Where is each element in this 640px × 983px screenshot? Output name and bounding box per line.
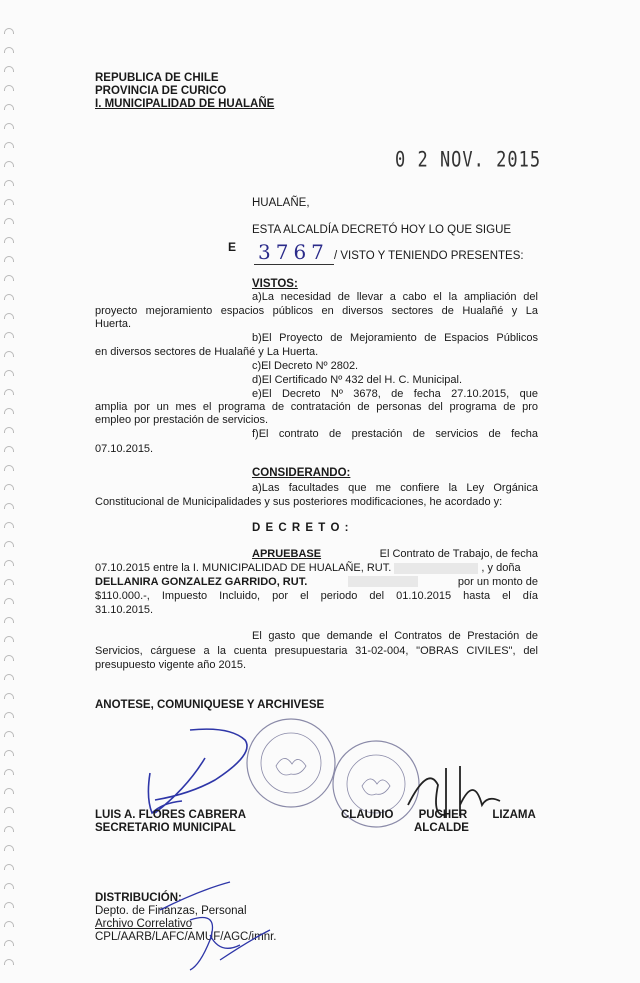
gasto-line1: El gasto que demande el Contratos de Prestación de [252, 630, 538, 642]
decree-prefix-mark: E [228, 240, 237, 254]
vistos-title: VISTOS: [252, 278, 298, 290]
binder-ring [4, 389, 14, 395]
redacted-rut-contractor [348, 576, 418, 587]
binder-ring [4, 788, 14, 794]
binder-ring [4, 864, 14, 870]
binder-ring [4, 503, 14, 509]
binder-ring [4, 294, 14, 300]
binder-ring [4, 351, 14, 357]
binder-ring [4, 218, 14, 224]
binder-ring [4, 902, 14, 908]
binder-ring [4, 484, 14, 490]
decreto-line3-tail: por un monto de [457, 576, 538, 588]
binder-ring [4, 560, 14, 566]
gasto-line2: Servicios, cárguese a la cuenta presupuestaria 31-02-004, "OBRAS CIVILES", del [95, 645, 538, 657]
binder-ring [4, 826, 14, 832]
binder-ring [4, 465, 14, 471]
binder-ring [4, 522, 14, 528]
decreto-line1-rest: El Contrato de Trabajo, de fecha [379, 548, 538, 560]
binder-ring [4, 47, 14, 53]
binder-ring [4, 845, 14, 851]
binder-ring [4, 28, 14, 34]
binder-ring [4, 883, 14, 889]
binder-ring [4, 446, 14, 452]
mayor-role: ALCALDE [414, 822, 469, 834]
vistos-b-line2: en diversos sectores de Hualañé y La Huerta. [95, 346, 319, 358]
vistos-f-line2: 07.10.2015. [95, 443, 154, 455]
binder-ring [4, 180, 14, 186]
mayor-block [341, 809, 541, 835]
redacted-rut-municipality [394, 563, 478, 574]
aprueba-label: APRUEBASE [252, 548, 322, 560]
binder-ring [4, 655, 14, 661]
intro-line: ESTA ALCALDÍA DECRETÓ HOY LO QUE SIGUE [252, 224, 512, 236]
vistos-e-line1: e)El Decreto Nº 3678, de fecha 27.10.2015, que [252, 388, 538, 400]
decree-number: 3767 [258, 240, 329, 264]
decreto-line3 [95, 576, 538, 590]
binder-ring [4, 959, 14, 965]
vistos-e-line2: amplia por un mes el programa de contratación de personas del programa de pro [95, 401, 538, 413]
contractor-name: DELLANIRA GONZALEZ GARRIDO, RUT. [95, 576, 308, 588]
binder-ring [4, 123, 14, 129]
decree-number-field [254, 240, 334, 265]
binder-ring [4, 237, 14, 243]
binder-ring [4, 161, 14, 167]
date-stamp: 0 2 NOV. 2015 [395, 147, 542, 173]
binder-ring [4, 313, 14, 319]
binder-ring [4, 807, 14, 813]
visto-line: / VISTO Y TENIENDO PRESENTES: [334, 250, 524, 262]
considerando-a-line2: Constitucional de Municipalidades y sus posteriores modificaciones, he acordado y: [95, 496, 503, 508]
considerando-title: CONSIDERANDO: [252, 467, 351, 479]
decreto-line2 [95, 562, 538, 576]
binder-ring [4, 750, 14, 756]
secretary-role: SECRETARIO MUNICIPAL [95, 822, 236, 834]
binder-ring [4, 66, 14, 72]
binder-ring [4, 85, 14, 91]
decreto-line2-tail: , y doña [481, 562, 521, 574]
binder-ring [4, 769, 14, 775]
binder-ring [4, 693, 14, 699]
header-municipality: I. MUNICIPALIDAD DE HUALAÑE [95, 98, 275, 110]
gasto-line3: presupuesto vigente año 2015. [95, 659, 247, 671]
decreto-line4: $110.000.-, Impuesto Incluido, por el periodo del 01.10.2015 hasta el día [95, 590, 538, 602]
binder-ring [4, 617, 14, 623]
binder-ring [4, 370, 14, 376]
distribution-line1: Depto. de Finanzas, Personal [95, 905, 247, 917]
binder-ring [4, 731, 14, 737]
binder-ring [4, 921, 14, 927]
binder-ring [4, 636, 14, 642]
binder-ring [4, 674, 14, 680]
vistos-a-line1: a)La necesidad de llevar a cabo el la ampliación del [252, 291, 538, 303]
vistos-a-line2: proyecto mejoramiento espacios públicos en diversos sectores de Hualañé y La [95, 305, 538, 317]
binder-ring [4, 256, 14, 262]
binder-ring [4, 712, 14, 718]
distribution-initials [150, 880, 280, 975]
vistos-a-line3: Huerta. [95, 318, 132, 330]
decreto-title: D E C R E T O : [252, 522, 350, 534]
secretary-block [95, 809, 246, 835]
binder-ring [4, 332, 14, 338]
vistos-d: d)El Certificado Nº 432 del H. C. Municipal. [252, 374, 463, 386]
distribution-title: DISTRIBUCIÓN: [95, 892, 182, 904]
header-block [95, 72, 274, 111]
binder-ring [4, 408, 14, 414]
binder-ring [4, 199, 14, 205]
binder-ring [4, 142, 14, 148]
vistos-e-line3: empleo por prestación de servicios. [95, 414, 269, 426]
place-label: HUALAÑE, [252, 197, 310, 209]
considerando-a-line1: a)Las facultades que me confiere la Ley Orgánica [252, 482, 538, 494]
vistos-b-line1: b)El Proyecto de Mejoramiento de Espacios Públicos [252, 332, 538, 344]
binder-ring [4, 104, 14, 110]
distribution-line2: Archivo Correlativo [95, 918, 193, 930]
vistos-c: c)El Decreto Nº 2802. [252, 360, 359, 372]
decreto-line2-text: 07.10.2015 entre la I. MUNICIPALIDAD DE HUALAÑE, RUT. [95, 562, 392, 574]
binder-ring [4, 598, 14, 604]
header-country: REPUBLICA DE CHILE [95, 72, 219, 84]
secretary-name: LUIS A. FLORES CABRERA [95, 809, 246, 821]
closing-line: ANOTESE, COMUNIQUESE Y ARCHIVESE [95, 699, 325, 711]
binder-ring [4, 427, 14, 433]
decreto-line5: 31.10.2015. [95, 604, 154, 616]
binder-ring [4, 940, 14, 946]
binder-ring [4, 579, 14, 585]
decreto-line1 [252, 548, 538, 562]
distribution-line3: CPL/AARB/LAFC/AMUF/AGC/imnr. [95, 931, 277, 943]
vistos-f-line1: f)El contrato de prestación de servicios de fecha [252, 428, 538, 440]
binder-ring [4, 541, 14, 547]
header-province: PROVINCIA DE CURICO [95, 85, 227, 97]
binder-ring [4, 275, 14, 281]
mayor-name: CLAUDIO PUCHER LIZAMA [341, 809, 536, 821]
